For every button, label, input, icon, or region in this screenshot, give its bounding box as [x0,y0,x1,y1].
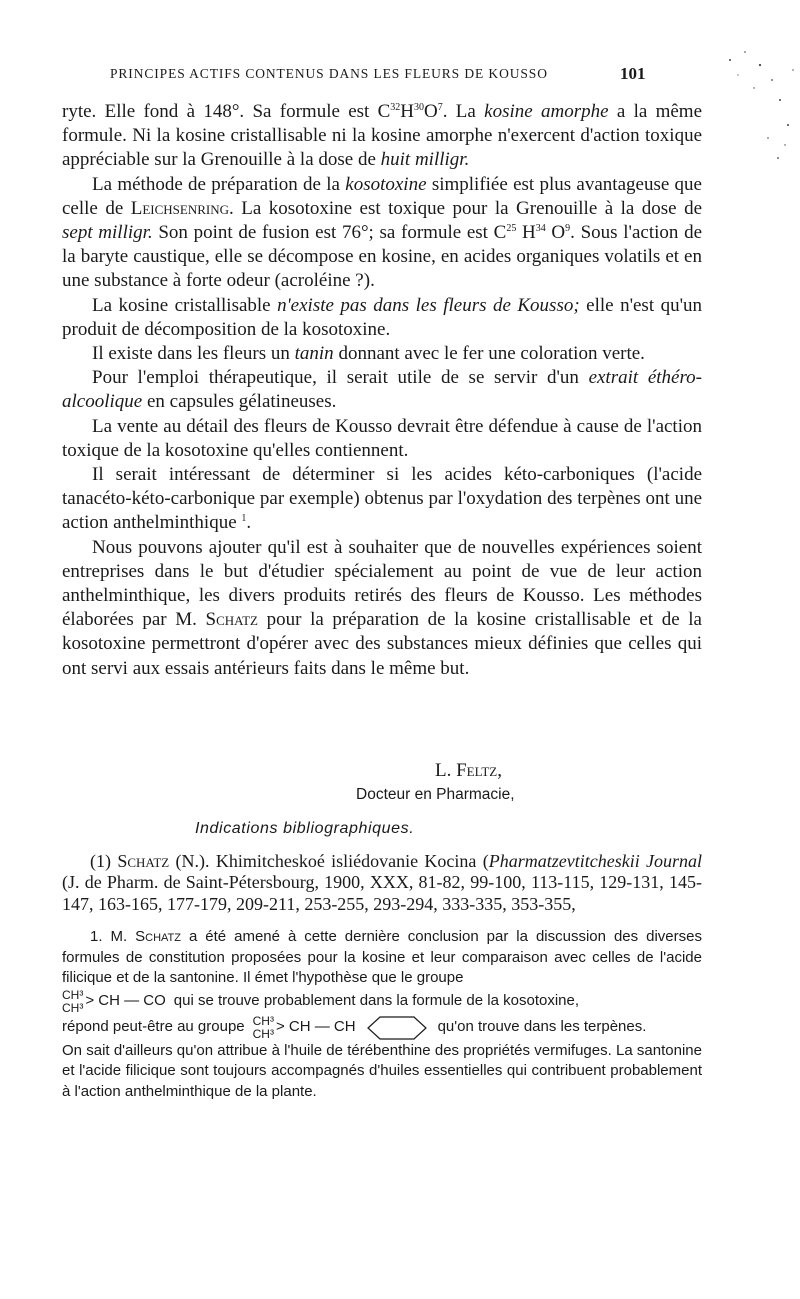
body-text [62,100,702,681]
paragraph-6: La vente au détail des fleurs de Kousso devrait être défendue à cause de l'action toxique de la kosotoxine qu'elles contiennent. [62,415,702,461]
footnote-closing: On sait d'ailleurs qu'on attribue à l'huile de térébenthine des propriétés vermifuges. La santonine et l'acide filicique sont toujours accompagnés d'huiles essentielles qui contribuent probablement à l'action anthelminthique de la plante. [62,1041,702,1100]
hexagon-ring-icon [364,1015,430,1041]
bibliography-heading: Indications bibliographiques. [195,820,415,837]
paragraph-8: Nous pouvons ajouter qu'il est à souhaiter que de nouvelles expériences soient entreprises dans le but d'étudier spécialement au point de vue de leur action anthelminthique, les divers produits retirés des fleurs de Kousso. Les méthodes élaborées par M. Schatz pour la préparation de la kosine cristallisable et de la kosotoxine permettront d'opérer avec des substances mieux définies que celles qui ont servi aux essais antérieurs faits dans le même but. [62,536,702,679]
running-title: PRINCIPES ACTIFS CONTENUS DANS LES FLEURS DE KOUSSO [110,66,548,81]
footnote-formula-2: répond peut-être au groupe CH³ CH³ > CH — CH qu'on trouve dans les terpènes. [62,1013,647,1041]
bibliography-entry: (1) Schatz (N.). Khimitcheskoé isliédovanie Kocina (Pharmatzevtitcheskii Journal (J. de Pharm. de Saint-Pétersbourg, 1900, XXX, 81-82, 99-100, 113-115, 129-131, 145-147, 163-165, 177-179, 209-211, 253-255, 293-294, 333-335, 353-355, [62,851,703,914]
scan-speckle [710,40,800,170]
page-number: 101 [620,64,646,83]
paragraph-4: Il existe dans les fleurs un tanin donnant avec le fer une coloration verte. [92,343,645,365]
paragraph-1: ryte. Elle fond à 148°. Sa formule est $C^{32}H^{30}O^7$. La kosine amorphe a la même formule. Ni la kosine cristallisable ni la kosine amorphe n'exercent d'action toxique appréciable sur la Grenouille à la dose de huit milligr. [62,101,703,171]
signature-name: L. Feltz, [435,760,502,781]
paragraph-3: La kosine cristallisable n'existe pas dans les fleurs de Kousso; elle n'est qu'un produit de décomposition de la kosotoxine. [62,294,702,340]
footnote-formula-1: CH³ CH³ > CH — CO qui se trouve probablement dans la formule de la kosotoxine, [62,987,580,1015]
paragraph-2: La méthode de préparation de la kosotoxine simplifiée est plus avantageuse que celle de Leichsenring. La kosotoxine est toxique pour la Grenouille à la dose de sept milligr. Son point de fusion est 76°; sa formule est $C^{25}$ $H^{34}$ $O^9$. Sous l'action de la baryte caustique, elle se décompose en kosine, en acides organiques volatils et en une substance à forte odeur (acroléine ?). [62,173,703,292]
paragraph-5: Pour l'emploi thérapeutique, il serait utile de se servir d'un extrait éthéro-alcoolique en capsules gélatineuses. [62,367,702,413]
signature-title: Docteur en Pharmacie, [356,786,515,803]
paragraph-7: Il serait intéressant de déterminer si les acides kéto-carboniques (l'acide tanacéto-kéto-carbonique par exemple) obtenus par l'oxydation des terpènes ont une action anthelminthique $^1$. [62,464,702,534]
footnote-ref: 1 [241,513,247,525]
footnote: 1. M. Schatz a été amené à cette dernière conclusion par la discussion des diverses formules de constitution proposées pour la kosine et leur comparaison avec celles de l'acide filicique et de la santonine. Il émet l'hypothèse que le groupe CH³ CH³ > CH — CO qui se trouve probablement dans la formule de la kosotoxine, répond peut-être au groupe CH³ CH³ > CH — CH qu'on trouve dans les terpènes. On sait d'ailleurs qu'on attribue à l'huile de térébenthine des propriétés vermifuges. La santonine et l'acide filicique sont toujours accompagnés d'huiles essentielles qui contribuent probablement à l'action anthelminthique de la plante. [62,927,702,1102]
